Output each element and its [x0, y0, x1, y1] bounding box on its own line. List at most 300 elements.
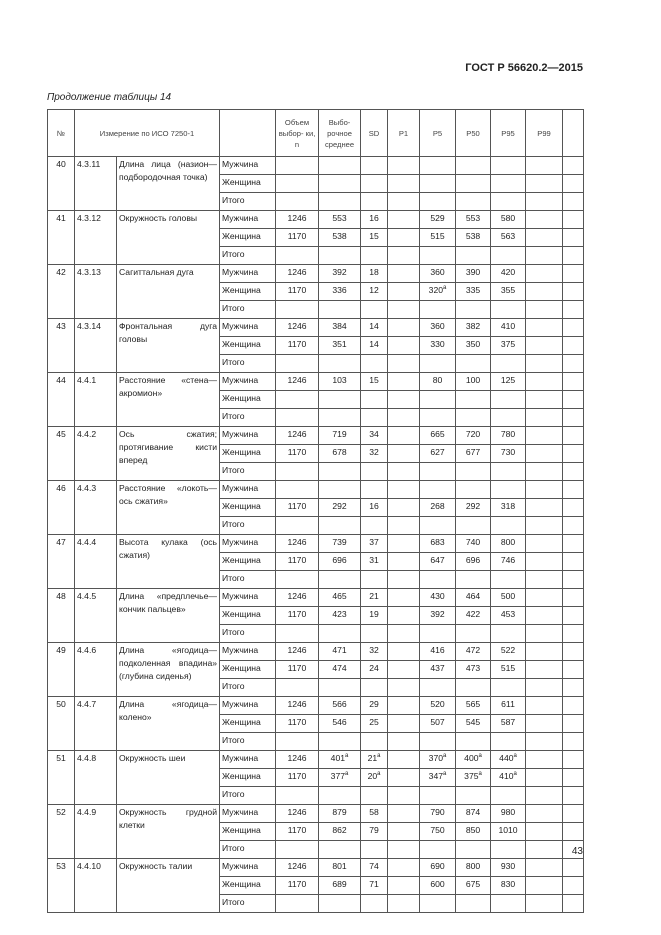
- sd-cell: [361, 319, 388, 337]
- sd-cell: [361, 193, 388, 211]
- cell-value: 32: [369, 447, 379, 457]
- cell-value: 675: [465, 879, 481, 889]
- cell-value: 21: [369, 591, 379, 601]
- sample-cell: [276, 211, 319, 229]
- p95-cell: [491, 355, 526, 373]
- sd-cell: [361, 445, 388, 463]
- sex-label: Мужчина: [220, 157, 276, 175]
- cell-value: 1170: [287, 339, 307, 349]
- cell-value: 930: [500, 861, 516, 871]
- cell-value: 375: [464, 771, 479, 781]
- sd-cell: [361, 643, 388, 661]
- p1-cell: [388, 229, 420, 247]
- page-number: 43: [571, 846, 583, 857]
- mean-cell: [319, 697, 361, 715]
- cell-value: 587: [500, 717, 516, 727]
- iso-code: 4.4.10: [75, 859, 117, 913]
- cell-value: 879: [332, 807, 347, 817]
- p95-cell: [491, 553, 526, 571]
- sex-label: Итого: [220, 571, 276, 589]
- p5-cell: [420, 859, 456, 877]
- cell-value: 423: [332, 609, 347, 619]
- mean-cell: [319, 607, 361, 625]
- mean-cell: [319, 499, 361, 517]
- sd-cell: [361, 589, 388, 607]
- mean-cell: [319, 553, 361, 571]
- sample-cell: [276, 697, 319, 715]
- cell-value: 384: [332, 321, 347, 331]
- p99-cell: [526, 517, 563, 535]
- spacer-cell: [563, 211, 584, 229]
- spacer-cell: [563, 895, 584, 913]
- p5-cell: [420, 751, 456, 769]
- sample-cell: [276, 643, 319, 661]
- sample-cell: [276, 607, 319, 625]
- p1-cell: [388, 409, 420, 427]
- sex-label: Женщина: [220, 175, 276, 193]
- p5-cell: [420, 409, 456, 427]
- mean-cell: [319, 373, 361, 391]
- mean-cell: [319, 535, 361, 553]
- p99-cell: [526, 787, 563, 805]
- footnote-mark: a: [443, 753, 447, 760]
- sd-cell: [361, 661, 388, 679]
- mean-cell: [319, 229, 361, 247]
- iso-code: 4.4.4: [75, 535, 117, 589]
- p50-cell: [456, 751, 491, 769]
- p1-cell: [388, 463, 420, 481]
- p1-cell: [388, 337, 420, 355]
- sex-label: Итого: [220, 679, 276, 697]
- p99-cell: [526, 427, 563, 445]
- p1-cell: [388, 355, 420, 373]
- cell-value: 1246: [287, 591, 307, 601]
- cell-value: 360: [430, 267, 445, 277]
- cell-value: 16: [369, 213, 379, 223]
- spacer-cell: [563, 193, 584, 211]
- p50-cell: [456, 337, 491, 355]
- p50-cell: [456, 301, 491, 319]
- sex-label: Итого: [220, 355, 276, 373]
- sd-cell: [361, 229, 388, 247]
- spacer-cell: [563, 247, 584, 265]
- header-num: №: [48, 110, 75, 157]
- p1-cell: [388, 517, 420, 535]
- mean-cell: [319, 769, 361, 787]
- cell-value: 21: [367, 753, 378, 763]
- mean-cell: [319, 283, 361, 301]
- p95-cell: [491, 193, 526, 211]
- mean-cell: [319, 427, 361, 445]
- mean-cell: [319, 481, 361, 499]
- sex-label: Мужчина: [220, 643, 276, 661]
- sex-label: Итого: [220, 733, 276, 751]
- cell-value: 37: [369, 537, 379, 547]
- p50-cell: [456, 589, 491, 607]
- cell-value: 1010: [498, 825, 518, 835]
- sample-cell: [276, 661, 319, 679]
- mean-cell: [319, 211, 361, 229]
- cell-value: 437: [430, 663, 445, 673]
- cell-value: 377: [330, 771, 346, 781]
- sex-label: Женщина: [220, 607, 276, 625]
- spacer-cell: [563, 589, 584, 607]
- iso-code: 4.4.3: [75, 481, 117, 535]
- sample-cell: [276, 877, 319, 895]
- p5-cell: [420, 301, 456, 319]
- p95-cell: [491, 211, 526, 229]
- p95-cell: [491, 481, 526, 499]
- sd-cell: [361, 391, 388, 409]
- sample-cell: [276, 895, 319, 913]
- p95-cell: [491, 427, 526, 445]
- sample-cell: [276, 589, 319, 607]
- p1-cell: [388, 877, 420, 895]
- cell-value: 12: [369, 285, 379, 295]
- p5-cell: [420, 499, 456, 517]
- p1-cell: [388, 211, 420, 229]
- p1-cell: [388, 481, 420, 499]
- p5-cell: [420, 535, 456, 553]
- cell-value: 1246: [287, 537, 307, 547]
- p95-cell: [491, 625, 526, 643]
- p95-cell: [491, 697, 526, 715]
- spacer-cell: [563, 859, 584, 877]
- sample-cell: [276, 841, 319, 859]
- sex-label: Итого: [220, 517, 276, 535]
- p50-cell: [456, 445, 491, 463]
- p5-cell: [420, 679, 456, 697]
- p50-cell: [456, 877, 491, 895]
- measurement-name: Высота кулака (ось сжатия): [117, 535, 220, 589]
- p50-cell: [456, 157, 491, 175]
- p95-cell: [491, 715, 526, 733]
- cell-value: 1246: [287, 861, 307, 871]
- cell-value: 80: [432, 375, 443, 385]
- spacer-cell: [563, 427, 584, 445]
- cell-value: 410: [500, 321, 516, 331]
- measurement-name: Длина «ягодица—колено»: [117, 697, 220, 751]
- p99-cell: [526, 409, 563, 427]
- cell-value: 1246: [287, 375, 307, 385]
- footnote-mark: a: [377, 753, 381, 760]
- standard-designation: ГОСТ Р 56620.2—2015: [465, 62, 583, 74]
- spacer-cell: [563, 805, 584, 823]
- spacer-cell: [563, 445, 584, 463]
- cell-value: 392: [332, 267, 347, 277]
- p5-cell: [420, 607, 456, 625]
- p5-cell: [420, 247, 456, 265]
- sample-cell: [276, 805, 319, 823]
- sample-cell: [276, 445, 319, 463]
- cell-value: 800: [465, 861, 481, 871]
- p1-cell: [388, 841, 420, 859]
- mean-cell: [319, 859, 361, 877]
- sd-cell: [361, 859, 388, 877]
- sample-cell: [276, 571, 319, 589]
- header-spacer: [563, 110, 584, 157]
- sex-label: Итого: [220, 463, 276, 481]
- sample-cell: [276, 319, 319, 337]
- p50-cell: [456, 481, 491, 499]
- p99-cell: [526, 679, 563, 697]
- sample-cell: [276, 301, 319, 319]
- spacer-cell: [563, 877, 584, 895]
- cell-value: 330: [430, 339, 445, 349]
- sample-cell: [276, 427, 319, 445]
- sd-cell: [361, 787, 388, 805]
- p1-cell: [388, 697, 420, 715]
- cell-value: 268: [430, 501, 445, 511]
- p50-cell: [456, 733, 491, 751]
- table-row: [48, 211, 584, 229]
- measurement-name: Окружность шеи: [117, 751, 220, 805]
- measurement-name: Сагиттальная дуга: [117, 265, 220, 319]
- cell-value: 100: [465, 375, 481, 385]
- mean-cell: [319, 715, 361, 733]
- sample-cell: [276, 373, 319, 391]
- row-number: 53: [48, 859, 75, 913]
- cell-value: 1170: [287, 609, 307, 619]
- mean-cell: [319, 193, 361, 211]
- p5-cell: [420, 805, 456, 823]
- spacer-cell: [563, 571, 584, 589]
- measurement-name: Окружность головы: [117, 211, 220, 265]
- row-number: 45: [48, 427, 75, 481]
- cell-value: 71: [369, 879, 379, 889]
- cell-value: 522: [500, 645, 516, 655]
- sex-label: Женщина: [220, 877, 276, 895]
- p5-cell: [420, 157, 456, 175]
- cell-value: 665: [430, 429, 445, 439]
- p50-cell: [456, 463, 491, 481]
- sample-cell: [276, 553, 319, 571]
- spacer-cell: [563, 733, 584, 751]
- iso-code: 4.4.6: [75, 643, 117, 697]
- cell-value: 473: [465, 663, 481, 673]
- sex-label: Мужчина: [220, 697, 276, 715]
- mean-cell: [319, 445, 361, 463]
- p1-cell: [388, 553, 420, 571]
- p5-cell: [420, 643, 456, 661]
- row-number: 49: [48, 643, 75, 697]
- p1-cell: [388, 859, 420, 877]
- spacer-cell: [563, 391, 584, 409]
- p99-cell: [526, 625, 563, 643]
- mean-cell: [319, 319, 361, 337]
- row-number: 43: [48, 319, 75, 373]
- measurement-name: Расстояние «стена—акромион»: [117, 373, 220, 427]
- p99-cell: [526, 841, 563, 859]
- p99-cell: [526, 877, 563, 895]
- sex-label: Женщина: [220, 499, 276, 517]
- p1-cell: [388, 751, 420, 769]
- p1-cell: [388, 499, 420, 517]
- footnote-mark: a: [377, 771, 381, 778]
- p50-cell: [456, 247, 491, 265]
- cell-value: 350: [465, 339, 481, 349]
- table-row: [48, 319, 584, 337]
- p95-cell: [491, 175, 526, 193]
- anthropometric-table: [47, 109, 584, 913]
- spacer-cell: [563, 517, 584, 535]
- p1-cell: [388, 895, 420, 913]
- cell-value: 351: [332, 339, 347, 349]
- cell-value: 34: [369, 429, 379, 439]
- header-p1: P1: [388, 110, 420, 157]
- cell-value: 390: [465, 267, 481, 277]
- mean-cell: [319, 265, 361, 283]
- sample-cell: [276, 409, 319, 427]
- table-header-row: [48, 110, 584, 157]
- cell-value: 74: [369, 861, 379, 871]
- header-sample: Объем выбор- ки, n: [276, 110, 319, 157]
- sex-label: Женщина: [220, 229, 276, 247]
- sample-cell: [276, 715, 319, 733]
- p50-cell: [456, 553, 491, 571]
- p50-cell: [456, 265, 491, 283]
- cell-value: 600: [430, 879, 445, 889]
- sd-cell: [361, 355, 388, 373]
- p99-cell: [526, 571, 563, 589]
- cell-value: 1170: [287, 501, 307, 511]
- sample-cell: [276, 175, 319, 193]
- p95-cell: [491, 733, 526, 751]
- sample-cell: [276, 265, 319, 283]
- cell-value: 1246: [287, 807, 307, 817]
- cell-value: 1170: [287, 825, 307, 835]
- cell-value: 611: [501, 699, 515, 709]
- row-number: 46: [48, 481, 75, 535]
- p5-cell: [420, 229, 456, 247]
- spacer-cell: [563, 283, 584, 301]
- spacer-cell: [563, 355, 584, 373]
- p5-cell: [420, 373, 456, 391]
- p95-cell: [491, 319, 526, 337]
- mean-cell: [319, 337, 361, 355]
- sex-label: Мужчина: [220, 481, 276, 499]
- p95-cell: [491, 787, 526, 805]
- sd-cell: [361, 715, 388, 733]
- p1-cell: [388, 265, 420, 283]
- cell-value: 335: [465, 285, 481, 295]
- p50-cell: [456, 355, 491, 373]
- sample-cell: [276, 463, 319, 481]
- sample-cell: [276, 229, 319, 247]
- sex-label: Мужчина: [220, 319, 276, 337]
- sex-label: Женщина: [220, 769, 276, 787]
- mean-cell: [319, 751, 361, 769]
- p1-cell: [388, 805, 420, 823]
- cell-value: 1246: [287, 753, 307, 763]
- sd-cell: [361, 571, 388, 589]
- cell-value: 800: [500, 537, 516, 547]
- sample-cell: [276, 625, 319, 643]
- p50-cell: [456, 895, 491, 913]
- sd-cell: [361, 625, 388, 643]
- sd-cell: [361, 337, 388, 355]
- p95-cell: [491, 571, 526, 589]
- mean-cell: [319, 301, 361, 319]
- mean-cell: [319, 643, 361, 661]
- cell-value: 529: [430, 213, 445, 223]
- p99-cell: [526, 769, 563, 787]
- header-p95: P95: [491, 110, 526, 157]
- p50-cell: [456, 373, 491, 391]
- spacer-cell: [563, 319, 584, 337]
- cell-value: 862: [332, 825, 347, 835]
- p50-cell: [456, 517, 491, 535]
- p95-cell: [491, 751, 526, 769]
- sd-cell: [361, 535, 388, 553]
- p5-cell: [420, 337, 456, 355]
- footnote-mark: a: [478, 753, 482, 760]
- p5-cell: [420, 283, 456, 301]
- p50-cell: [456, 607, 491, 625]
- p1-cell: [388, 787, 420, 805]
- p99-cell: [526, 157, 563, 175]
- cell-value: 1246: [287, 321, 307, 331]
- cell-value: 292: [332, 501, 347, 511]
- footnote-mark: a: [513, 771, 517, 778]
- sex-label: Мужчина: [220, 859, 276, 877]
- p99-cell: [526, 751, 563, 769]
- cell-value: 464: [465, 591, 481, 601]
- p1-cell: [388, 319, 420, 337]
- cell-value: 1246: [287, 213, 307, 223]
- sample-cell: [276, 157, 319, 175]
- header-p5: P5: [420, 110, 456, 157]
- cell-value: 318: [500, 501, 516, 511]
- p50-cell: [456, 859, 491, 877]
- cell-value: 15: [369, 375, 379, 385]
- cell-value: 360: [430, 321, 445, 331]
- table-row: [48, 589, 584, 607]
- p95-cell: [491, 301, 526, 319]
- iso-code: 4.3.13: [75, 265, 117, 319]
- footnote-mark: a: [443, 285, 447, 292]
- spacer-cell: [563, 229, 584, 247]
- measurement-name: Ось сжатия; протягивание кисти вперед: [117, 427, 220, 481]
- cell-value: 440: [499, 753, 514, 763]
- p1-cell: [388, 175, 420, 193]
- footnote-mark: a: [443, 771, 447, 778]
- cell-value: 627: [430, 447, 445, 457]
- p1-cell: [388, 283, 420, 301]
- cell-value: 401: [330, 753, 346, 763]
- p99-cell: [526, 715, 563, 733]
- sample-cell: [276, 823, 319, 841]
- spacer-cell: [563, 373, 584, 391]
- p99-cell: [526, 265, 563, 283]
- sample-cell: [276, 499, 319, 517]
- sd-cell: [361, 895, 388, 913]
- p99-cell: [526, 733, 563, 751]
- p99-cell: [526, 355, 563, 373]
- row-number: 50: [48, 697, 75, 751]
- p95-cell: [491, 265, 526, 283]
- p99-cell: [526, 589, 563, 607]
- p50-cell: [456, 175, 491, 193]
- cell-value: 465: [332, 591, 347, 601]
- row-number: 51: [48, 751, 75, 805]
- spacer-cell: [563, 481, 584, 499]
- spacer-cell: [563, 535, 584, 553]
- table-row: [48, 805, 584, 823]
- cell-value: 32: [369, 645, 379, 655]
- cell-value: 538: [465, 231, 481, 241]
- p99-cell: [526, 211, 563, 229]
